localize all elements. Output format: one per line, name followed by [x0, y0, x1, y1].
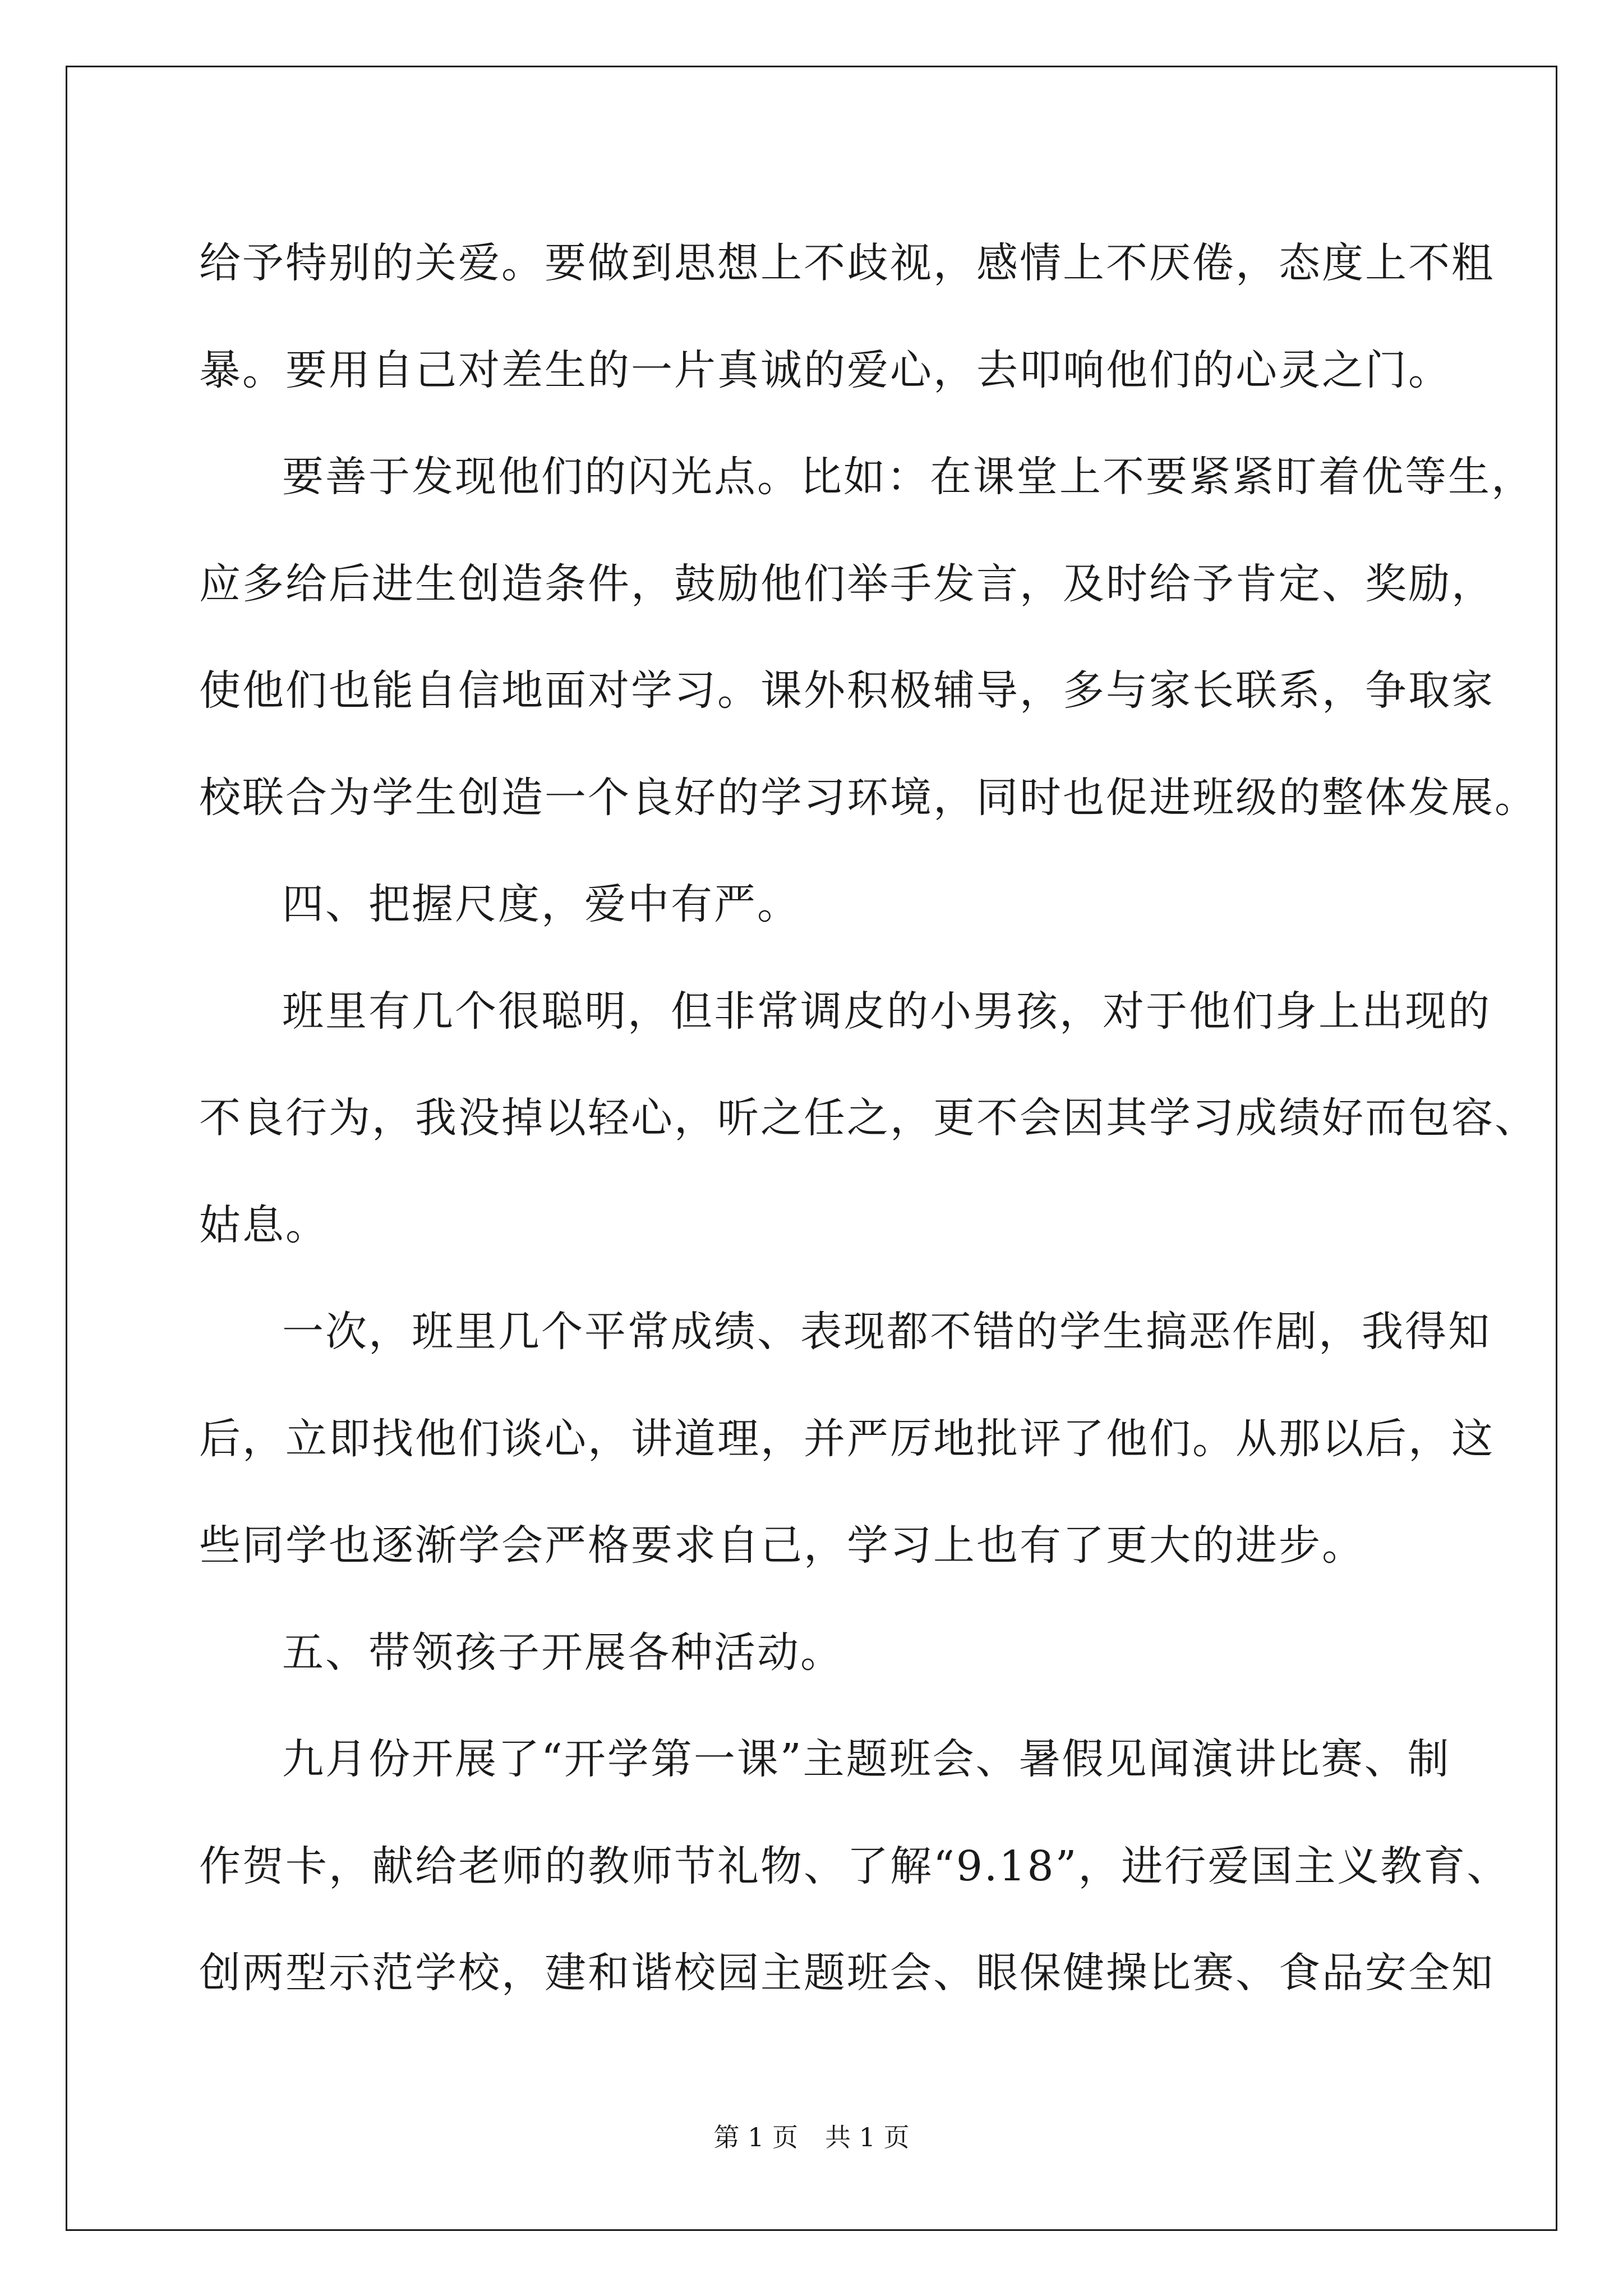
text-line: 九月份开展了“开学第一课”主题班会、暑假见闻演讲比赛、制 [282, 1735, 1451, 1783]
document-body [199, 210, 1538, 2027]
section-heading-5 [199, 1599, 1438, 1706]
text-line: 暴。要用自己对差生的一片真诚的爱心，去叩响他们的心灵之门。 [199, 346, 1451, 394]
text-line: 不良行为，我没掉以轻心，听之任之，更不会因其学习成绩好而包容、 [199, 1094, 1538, 1142]
text-line: 一次，班里几个平常成绩、表现都不错的学生搞恶作剧，我得知 [282, 1308, 1491, 1356]
text-line: 作贺卡，献给老师的教师节礼物、了解“9.18”，进行爱国主义教育、 [199, 1842, 1510, 1890]
paragraph-4 [199, 1278, 1495, 1599]
text-line: 给予特别的关爱。要做到思想上不歧视，感情上不厌倦，态度上不粗 [199, 239, 1495, 287]
paragraph-1 [199, 210, 1495, 424]
section-heading-4 [199, 851, 1438, 958]
text-line: 班里有几个很聪明，但非常调皮的小男孩，对于他们身上出现的 [282, 987, 1491, 1036]
paragraph-5 [199, 1706, 1510, 2027]
page-total: 共 1 页 [825, 2122, 910, 2152]
text-line: 四、把握尺度，爱中有严。 [282, 880, 800, 928]
paragraph-2 [199, 424, 1538, 851]
page-number: 第 1 页 [713, 2122, 798, 2152]
text-line: 些同学也逐渐学会严格要求自己，学习上也有了更大的进步。 [199, 1521, 1365, 1570]
text-line: 姑息。 [199, 1200, 329, 1249]
page-footer [0, 2120, 1623, 2154]
text-line: 校联合为学生创造一个良好的学习环境，同时也促进班级的整体发展。 [199, 773, 1538, 822]
text-line: 应多给后进生创造条件，鼓励他们举手发言，及时给予肯定、奖励， [199, 559, 1495, 608]
text-line: 使他们也能自信地面对学习。课外积极辅导，多与家长联系，争取家 [199, 666, 1495, 715]
text-line: 后，立即找他们谈心，讲道理，并严厉地批评了他们。从那以后，这 [199, 1414, 1495, 1463]
text-line: 五、带领孩子开展各种活动。 [282, 1628, 843, 1677]
text-line: 创两型示范学校，建和谐校园主题班会、眼保健操比赛、食品安全知 [199, 1949, 1495, 1997]
text-line: 要善于发现他们的闪光点。比如：在课堂上不要紧紧盯着优等生， [282, 453, 1534, 501]
paragraph-3 [199, 958, 1538, 1279]
